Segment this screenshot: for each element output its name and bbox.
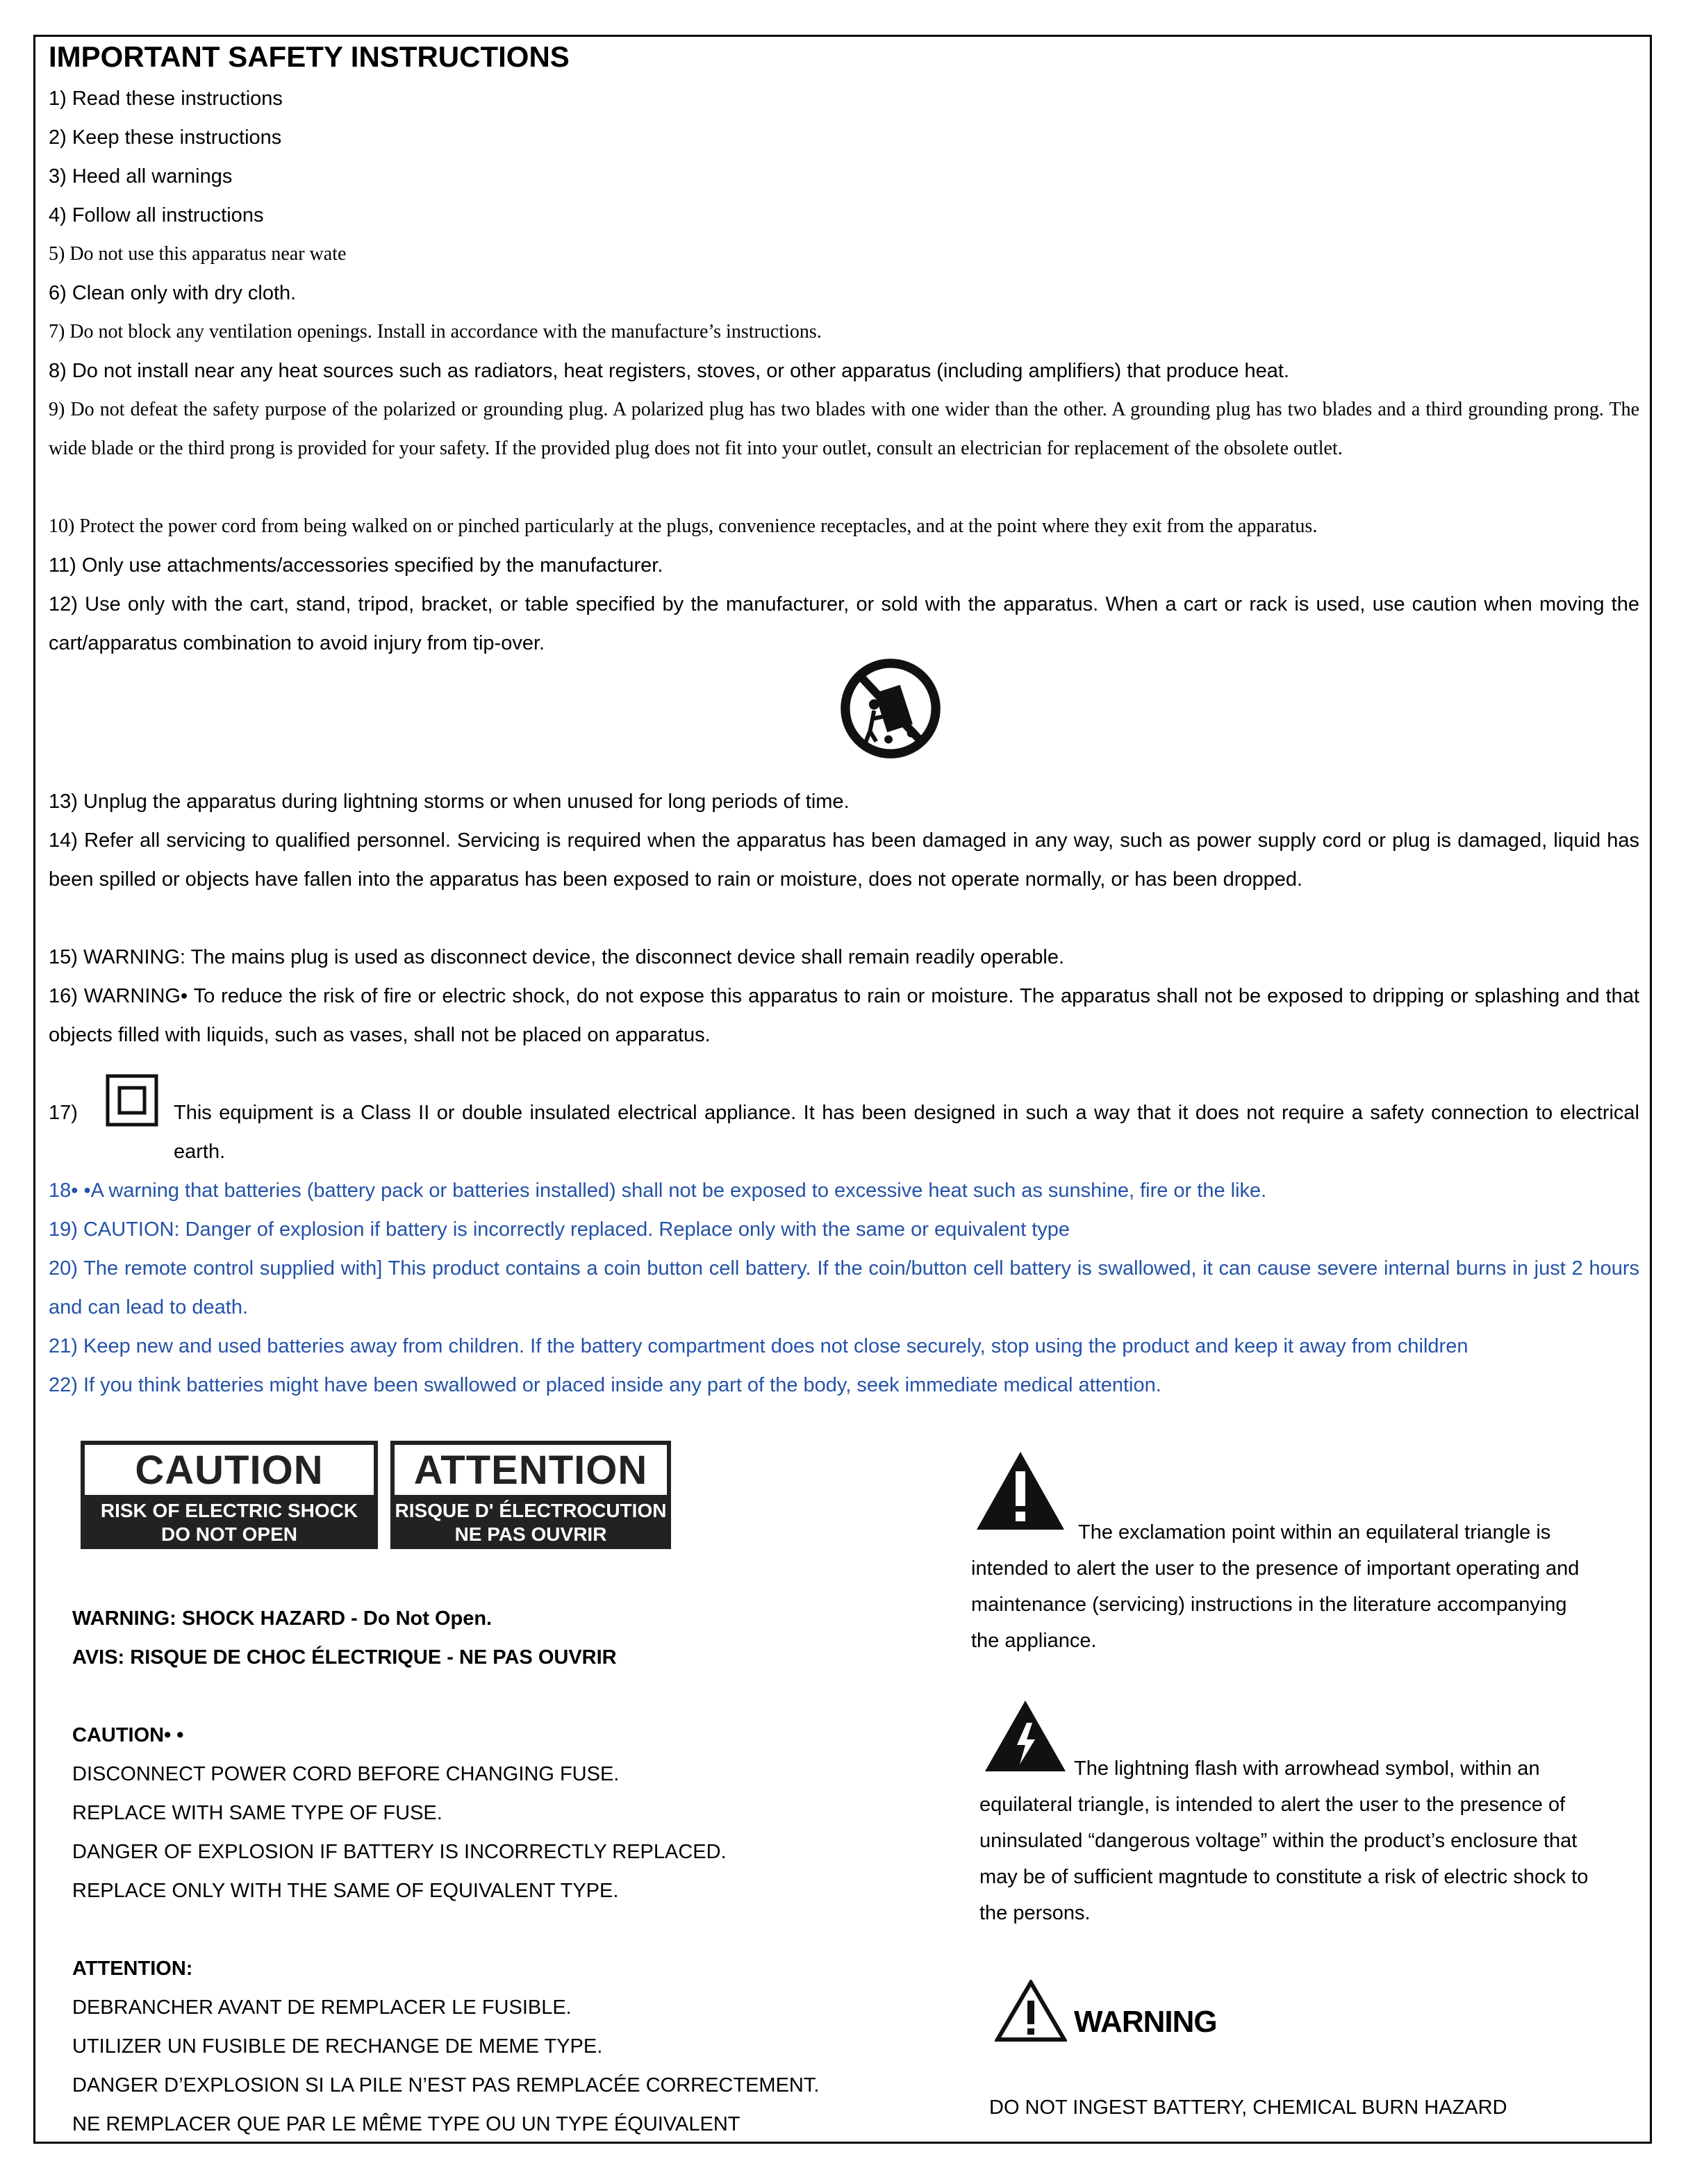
attention-heading: ATTENTION: [72,1958,193,1980]
shock-hazard-warning: WARNING: SHOCK HAZARD - Do Not Open. [72,1607,493,1630]
instruction-10: 10) Protect the power cord from being walked on or pinched particularly at the plugs, convenience receptacles, and at the point where they exit from the apparatus. [49,515,1318,537]
caution-label-title: CAUTION [85,1445,374,1495]
avis-warning: AVIS: RISQUE DE CHOC ÉLECTRIQUE - NE PAS OUVRIR [72,1646,617,1669]
page-title: IMPORTANT SAFETY INSTRUCTIONS [49,40,570,73]
instruction-7: 7) Do not block any ventilation openings. Install in accordance with the manufacture’s instructions. [49,321,822,342]
warning-heading: WARNING [1074,2005,1217,2039]
attention-line: DEBRANCHER AVANT DE REMPLACER LE FUSIBLE. [72,1996,572,2019]
caution-line: DANGER OF EXPLOSION IF BATTERY IS INCORRECTLY REPLACED. [72,1841,727,1863]
instruction-17-text: This equipment is a Class II or double insulated electrical appliance. It has been designed in such a way that it does not require a safety connection to electrical earth. [174,1102,1639,1163]
attention-label-line2: NE PAS OUVRIR [454,1523,607,1545]
caution-line: REPLACE ONLY WITH THE SAME OF EQUIVALENT TYPE. [72,1880,619,1902]
warning-triangle-icon [995,1980,1067,2042]
caution-label-line1: RISK OF ELECTRIC SHOCK [100,1500,358,1521]
caution-line: DISCONNECT POWER CORD BEFORE CHANGING FUSE. [72,1763,620,1785]
instruction-16: 16) WARNING• To reduce the risk of fire or electric shock, do not expose this apparatus to rain or moisture. The apparatus shall not be exposed to dripping or splashing and that objects filled with liquids, such as vases, shall not be placed on apparatus. [49,985,1639,1046]
exclamation-description: The exclamation point within an equilateral triangle is intended to alert the user to the presence of important operating and maintenance (servicing) instructions in the literature accompanying the appliance. [971,1521,1580,1652]
instruction-8: 8) Do not install near any heat sources such as radiators, heat registers, stoves, or other apparatus (including amplifiers) that produce heat. [49,360,1290,382]
caution-line: REPLACE WITH SAME TYPE OF FUSE. [72,1802,442,1824]
lightning-description: The lightning flash with arrowhead symbol, within an equilateral triangle, is intended to alert the user to the presence of uninsulated “dangerous voltage” within the product’s enclosure that may be of sufficient magntude to constitute a risk of electric shock to the persons. [979,1757,1589,1924]
instruction-19: 19) CAUTION: Danger of explosion if battery is incorrectly replaced. Replace only with the same or equivalent type [49,1218,1070,1241]
instruction-15: 15) WARNING: The mains plug is used as disconnect device, the disconnect device shall remain readily operable. [49,946,1065,968]
instruction-21: 21) Keep new and used batteries away from children. If the battery compartment does not close securely, stop using the product and keep it away from children [49,1335,1468,1357]
instruction-13: 13) Unplug the apparatus during lightning storms or when unused for long periods of time. [49,791,850,813]
instruction-4: 4) Follow all instructions [49,204,264,226]
instruction-22: 22) If you think batteries might have been swallowed or placed inside any part of the body, seek immediate medical attention. [49,1374,1161,1396]
cart-tip-over-icon [839,657,942,760]
instruction-5: 5) Do not use this apparatus near wate [49,243,347,265]
instruction-12: 12) Use only with the cart, stand, tripod, bracket, or table specified by the manufacturer, or sold with the apparatus. When a cart or rack is used, use caution when moving the cart/apparatus combination to avoid injury from tip-over. [49,593,1639,654]
instruction-17-number: 17) [49,1102,78,1124]
instruction-3: 3) Heed all warnings [49,165,233,188]
caution-heading: CAUTION• • [72,1724,184,1746]
attention-line: UTILIZER UN FUSIBLE DE RECHANGE DE MEME TYPE. [72,2035,603,2058]
caution-label-line2: DO NOT OPEN [160,1523,297,1545]
instruction-18: 18• •A warning that batteries (battery pack or batteries installed) shall not be exposed to excessive heat such as sunshine, fire or the like. [49,1180,1267,1202]
attention-line: NE REMPLACER QUE PAR LE MÊME TYPE OU UN TYPE ÉQUIVALENT [72,2113,740,2135]
battery-ingestion-warning: DO NOT INGEST BATTERY, CHEMICAL BURN HAZARD [989,2096,1507,2119]
instruction-14: 14) Refer all servicing to qualified personnel. Servicing is required when the apparatus has been damaged in any way, such as power supply cord or plug is damaged, liquid has been spilled or objects have fallen into the apparatus has been exposed to rain or moisture, does not operate normally, or has been dropped. [49,829,1639,891]
caution-label [81,1441,378,1549]
attention-label-line1: RISQUE D' ÉLECTROCUTION [395,1500,667,1521]
instruction-9: 9) Do not defeat the safety purpose of the polarized or grounding plug. A polarized plug has two blades with one wider than the other. A grounding plug has two blades and a third grounding prong. The wide blade or the third prong is provided for your safety. If the provided plug does not fit into your outlet, consult an electrician for replacement of the obsolete outlet. [49,399,1639,459]
attention-label [390,1441,671,1549]
instruction-20: 20) The remote control supplied with] This product contains a coin button cell battery. If the coin/button cell battery is swallowed, it can cause severe internal burns in just 2 hours and can lead to death. [49,1257,1639,1318]
instruction-11: 11) Only use attachments/accessories specified by the manufacturer. [49,554,663,577]
attention-label-title: ATTENTION [395,1445,667,1495]
attention-line: DANGER D’EXPLOSION SI LA PILE N’EST PAS REMPLACÉE CORRECTEMENT. [72,2074,820,2096]
class-ii-double-insulation-icon [106,1074,158,1127]
instruction-6: 6) Clean only with dry cloth. [49,282,297,304]
instruction-2: 2) Keep these instructions [49,126,282,149]
instruction-1: 1) Read these instructions [49,88,283,110]
